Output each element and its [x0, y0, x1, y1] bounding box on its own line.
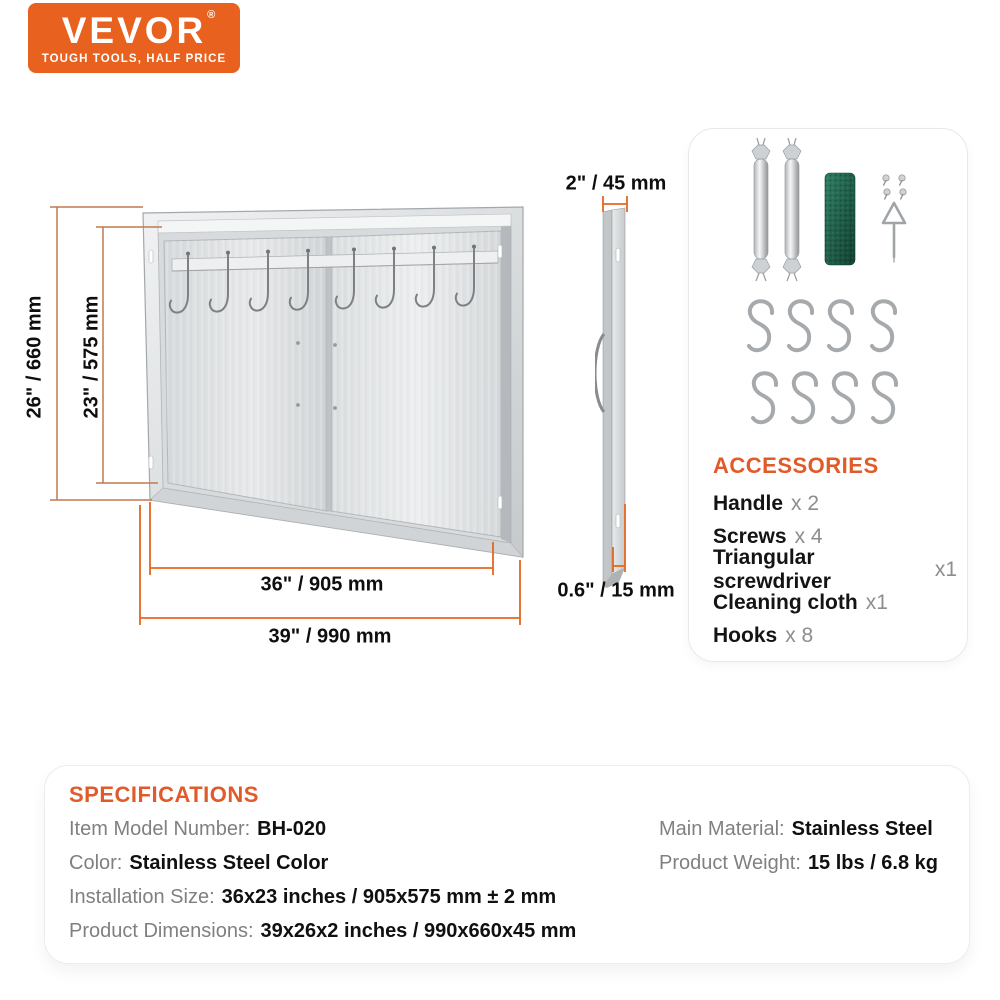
screws-icon [883, 175, 906, 200]
accessories-title: ACCESSORIES [713, 453, 879, 478]
dimension-label-inner-height: 23" / 575 mm [80, 295, 103, 419]
triangular-screwdriver-icon [883, 203, 905, 262]
s-hooks-row [749, 301, 895, 350]
accessory-count: x1 [934, 557, 957, 581]
s-hooks-row [753, 373, 896, 422]
specifications-panel [44, 765, 970, 964]
specifications-right-column [659, 812, 938, 880]
accessory-count: x 8 [785, 623, 814, 647]
accessory-name: Handle [713, 491, 784, 515]
accessory-item [713, 619, 957, 652]
door-side-view [595, 196, 635, 596]
dimension-label-depth: 2" / 45 mm [565, 172, 667, 195]
accessory-item [713, 487, 957, 520]
dimension-label-inner-width: 36" / 905 mm [260, 573, 384, 596]
spec-row [69, 846, 576, 880]
spec-row [659, 846, 938, 880]
dimension-label-outer-height: 26" / 660 mm [23, 295, 46, 419]
spec-value: 39x26x2 inches / 990x660x45 mm [260, 919, 577, 942]
accessory-count: x 4 [794, 524, 823, 548]
side-back-strip [603, 210, 612, 586]
accessories-panel [688, 128, 968, 662]
handle-icon [783, 138, 801, 281]
spec-value: BH-020 [257, 817, 327, 840]
vevor-logo-badge [28, 3, 240, 73]
cleaning-cloth-icon [825, 173, 855, 265]
spec-label: Color: [69, 851, 123, 874]
double-door-front-view [130, 193, 530, 593]
vevor-logo-tagline: TOUGH TOOLS, HALF PRICE [41, 52, 227, 65]
accessory-name: Screws [713, 524, 787, 548]
spec-row [69, 880, 576, 914]
accessory-name: Triangular screwdriver [713, 545, 831, 593]
accessory-count: x 2 [791, 491, 820, 515]
spec-label: Main Material: [659, 817, 785, 840]
accessories-list [713, 487, 957, 652]
side-slot-top [616, 248, 620, 262]
vevor-logo-text: VEVOR ® [61, 8, 219, 51]
specifications-title: SPECIFICATIONS [69, 782, 259, 807]
spec-row [659, 812, 938, 846]
spec-value: 15 lbs / 6.8 kg [807, 851, 939, 874]
door-right-shadow [501, 220, 511, 543]
right-door-texture [331, 231, 501, 537]
side-slot-bottom [616, 514, 620, 528]
door-center-divider [326, 237, 332, 511]
specifications-left-column [69, 812, 576, 948]
handle-icon [752, 138, 770, 281]
dimension-label-outer-width: 39" / 990 mm [268, 625, 392, 648]
dimension-label-thickness: 0.6" / 15 mm [557, 579, 675, 602]
registered-mark: ® [207, 8, 219, 21]
accessory-name: Hooks [713, 623, 778, 647]
spec-label: Product Dimensions: [69, 919, 254, 942]
side-handle-arc [595, 334, 604, 412]
spec-value: Stainless Steel Color [129, 851, 329, 874]
accessory-item [713, 545, 957, 593]
accessories-graphic [689, 129, 967, 449]
spec-value: 36x23 inches / 905x575 mm ± 2 mm [221, 885, 557, 908]
accessory-count: x1 [865, 590, 888, 614]
spec-label: Item Model Number: [69, 817, 251, 840]
spec-row [69, 812, 576, 846]
spec-value: Stainless Steel [791, 817, 933, 840]
spec-row [69, 914, 576, 948]
accessory-name: Cleaning cloth [713, 590, 858, 614]
spec-label: Installation Size: [69, 885, 215, 908]
spec-label: Product Weight: [659, 851, 801, 874]
